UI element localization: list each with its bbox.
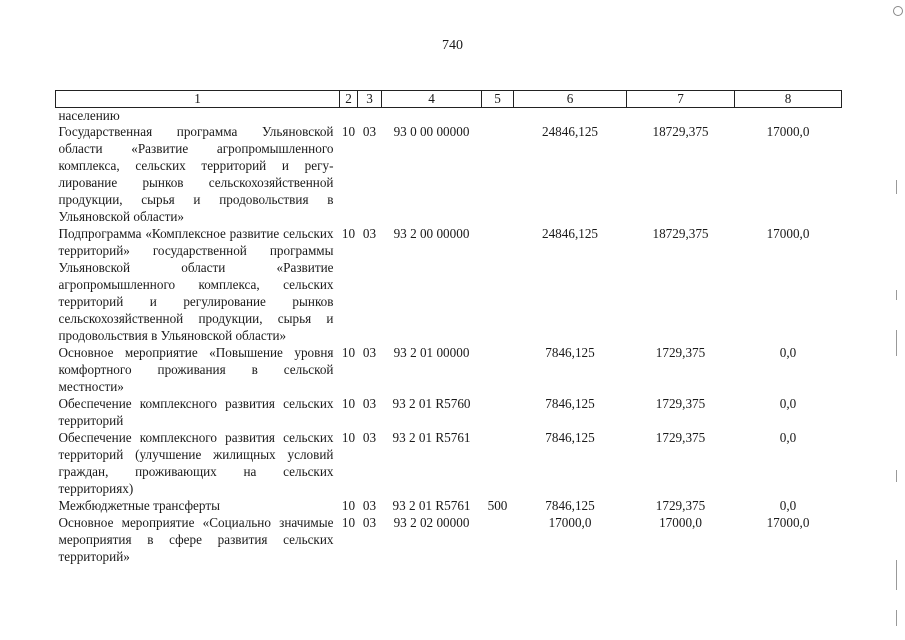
row-expense-type [482, 395, 514, 429]
row-subsection: 03 [362, 515, 377, 530]
row-target-code: 93 2 01 R5760 [392, 396, 471, 411]
row-subsection: 03 [362, 226, 377, 241]
table-row [56, 123, 842, 225]
row-value-7: 1729,375 [655, 498, 706, 513]
row-target-code: 93 2 01 R5761 [392, 430, 471, 445]
column-header: 4 [382, 91, 482, 108]
row-expense-type [482, 225, 514, 344]
row-target-code: 93 2 01 00000 [393, 345, 470, 360]
row-value-6: 17000,0 [548, 515, 592, 530]
row-subsection: 03 [362, 396, 377, 411]
row-section: 10 [341, 345, 356, 360]
row-section [340, 108, 358, 124]
column-header: 3 [358, 91, 382, 108]
row-value-7: 1729,375 [655, 396, 706, 411]
row-name: Обеспечение комплексного развития сельских территорий [58, 396, 334, 428]
row-expense-type [482, 514, 514, 565]
table-row [56, 429, 842, 497]
row-expense-type [482, 344, 514, 395]
budget-table [55, 90, 842, 565]
row-subsection: 03 [362, 430, 377, 445]
row-value-7: 1729,375 [655, 430, 706, 445]
row-value-8: 0,0 [779, 396, 797, 411]
row-value-6: 7846,125 [545, 396, 595, 411]
row-value-8: 17000,0 [766, 124, 810, 139]
column-header: 6 [514, 91, 627, 108]
row-expense-type: 500 [487, 498, 508, 513]
row-value-8 [735, 108, 842, 124]
row-value-7: 1729,375 [655, 345, 706, 360]
row-section: 10 [341, 515, 356, 530]
table-row [56, 514, 842, 565]
table-row [56, 225, 842, 344]
row-value-8: 0,0 [779, 498, 797, 513]
row-expense-type [482, 123, 514, 225]
row-section: 10 [341, 498, 356, 513]
row-name: Государственная программа Ульяновской области «Развитие агропромышленного комплекса, сельских территорий и регулирование рынков сельскохозяйственной продукции, сырья и продовольствия в Ульяновской области» [58, 124, 334, 224]
row-value-7: 18729,375 [652, 124, 709, 139]
row-value-7: 17000,0 [659, 515, 702, 530]
table-row [56, 108, 842, 124]
table-row [56, 497, 842, 514]
row-value-6: 7846,125 [545, 430, 595, 445]
row-target-code: 93 2 02 00000 [393, 515, 470, 530]
row-value-6: 7846,125 [545, 345, 595, 360]
row-value-7 [627, 108, 735, 124]
row-target-code: 93 0 00 00000 [393, 124, 470, 139]
row-target-code: 93 2 00 00000 [393, 226, 470, 241]
row-section: 10 [341, 430, 356, 445]
row-name: Обеспечение комплексного развития сельских территорий (улучшение жилищных условий граждан, проживающих на сельских территориях) [58, 430, 334, 496]
row-value-7: 18729,375 [652, 226, 709, 241]
column-header: 8 [735, 91, 842, 108]
row-subsection: 03 [362, 498, 377, 513]
row-name: Подпрограмма «Комплексное развитие сельских территорий» государственной программы Ульяновской области «Развитие агропромышленного комплекса, сельских территорий и регулирование рынков сельскохозяйственной продукции, сырья и продовольствия в Ульяновской области» [58, 226, 334, 343]
row-name: Основное мероприятие «Повышение уровня комфортного проживания в сельской местности» [58, 345, 334, 394]
row-section: 10 [341, 396, 356, 411]
row-name: Межбюджетные трансферты [58, 498, 220, 513]
row-value-8: 17000,0 [766, 515, 810, 530]
row-value-6: 7846,125 [545, 498, 595, 513]
column-header: 1 [56, 91, 340, 108]
row-section: 10 [341, 226, 356, 241]
row-subsection: 03 [362, 345, 377, 360]
column-header: 2 [340, 91, 358, 108]
row-value-8: 0,0 [779, 430, 797, 445]
row-subsection [358, 108, 382, 124]
row-value-6: 24846,125 [541, 124, 599, 139]
row-expense-type [482, 108, 514, 124]
row-name: населению [58, 108, 120, 123]
row-value-6: 24846,125 [541, 226, 599, 241]
row-target-code [382, 108, 482, 124]
row-section: 10 [341, 124, 356, 139]
table-row [56, 395, 842, 429]
scan-edge-marks [895, 0, 899, 640]
row-expense-type [482, 429, 514, 497]
column-header: 7 [627, 91, 735, 108]
row-subsection: 03 [362, 124, 377, 139]
table-header-row [56, 91, 842, 108]
row-target-code: 93 2 01 R5761 [392, 498, 471, 513]
table-row [56, 344, 842, 395]
column-header: 5 [482, 91, 514, 108]
row-value-8: 17000,0 [766, 226, 810, 241]
row-value-6 [514, 108, 627, 124]
row-value-8: 0,0 [779, 345, 797, 360]
page-number: 740 [442, 38, 463, 53]
row-name: Основное мероприятие «Социально значимые мероприятия в сфере развития сельских территорий» [58, 515, 334, 564]
